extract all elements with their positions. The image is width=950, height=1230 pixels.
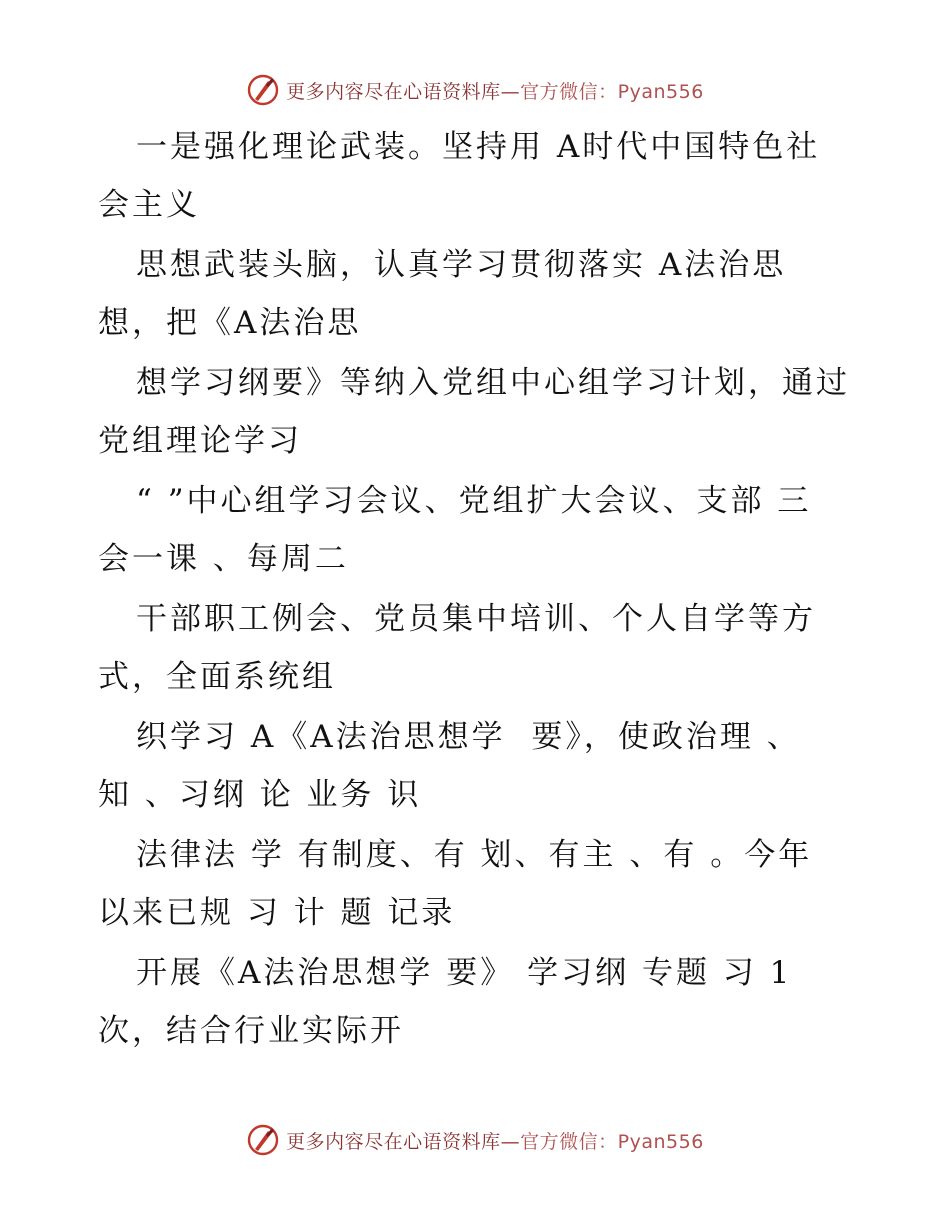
- footer-banner: [0, 1120, 950, 1160]
- footer-banner-dash: —: [500, 1130, 521, 1153]
- body-line: 干部职工例会、党员集中培训、个人自学等方: [136, 601, 816, 637]
- body-line: 思想武装头脑，认真学习贯彻落实 A法治思: [136, 247, 787, 283]
- footer-banner-main: 更多内容尽在心语资料库: [286, 1130, 501, 1153]
- body-line: 法律法 学 有制度、有 划、有主 、有 。今年: [136, 837, 813, 873]
- quill-logo-icon: [246, 73, 280, 107]
- body-line: 织学习 A《A法治思想学 要》，使政治理 、: [136, 719, 801, 755]
- body-line: 以来已规 习 计 题 记录: [98, 895, 456, 931]
- body-line: 知 、习纲 论 业务 识: [98, 777, 422, 813]
- body-line: 开展《A法治思想学 要》 学习纲 专题 习 1: [136, 955, 793, 991]
- body-line: 党组理论学习: [98, 423, 302, 459]
- header-banner-text: [286, 77, 704, 104]
- body-line: 一是强化理论武装。坚持用 A时代中国特色社: [136, 129, 821, 165]
- header-banner-wechat: 官方微信：Pyan556: [520, 80, 704, 103]
- body-line: “ ”中心组学习会议、党组扩大会议、支部 三: [136, 483, 812, 519]
- body-line: 会一课 、每周二: [98, 541, 349, 577]
- body-line: 式，全面系统组: [98, 659, 336, 695]
- body-line: 想，把《A法治思: [98, 305, 362, 341]
- quill-logo-icon: [246, 1123, 280, 1157]
- header-banner: [0, 70, 950, 110]
- header-banner-main: 更多内容尽在心语资料库: [286, 80, 501, 103]
- body-line: 次，结合行业实际开: [98, 1013, 404, 1049]
- body-line: 想学习纲要》等纳入党组中心组学习计划，通过: [136, 365, 850, 401]
- body-line: 会主义: [98, 187, 200, 223]
- footer-banner-text: [286, 1127, 704, 1154]
- footer-banner-wechat: 官方微信：Pyan556: [520, 1130, 704, 1153]
- header-banner-dash: —: [500, 80, 521, 103]
